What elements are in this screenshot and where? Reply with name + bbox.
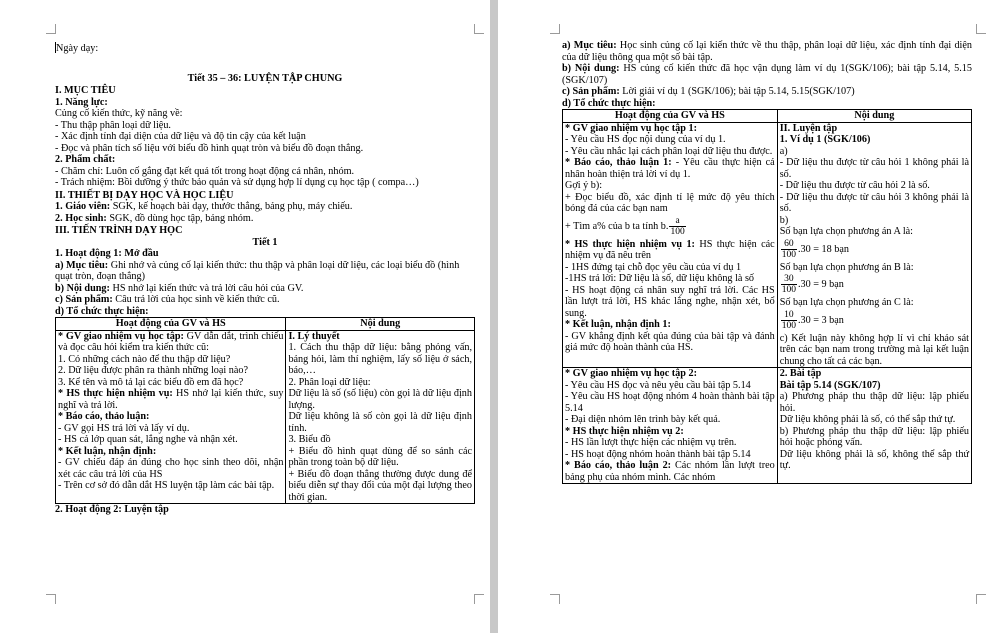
page-content[interactable] [55, 34, 475, 516]
table-cell: II. Luyện tập 1. Ví dụ 1 (SGK/106) a) - Dữ liệu thu được từ câu hỏi 1 không phải là số. - Dữ liệu thu được từ câu hỏi 2 là số. - Dữ liệu thu được từ câu hỏi 3 không phải là số. b) Số bạn lựa chọn phương án A là: $\frac{60}{100}$ .30 = 18 bạn Số bạn lựa chọn phương án B là: $\frac{30}{100}$ .30 = 9 bạn Số bạn lựa chọn phương án C là: $\frac{10}{100}$ .30 = 3 bạn c) Kết luận này không hợp lí vì chỉ khảo sát trên các bạn nam trong trường mà lại kết luận chung cho tất cả các bạn. [777, 122, 971, 368]
list-item: - Đọc và phân tích số liệu với biểu đồ hình quạt tròn và biểu đồ đoạn thẳng. [55, 142, 364, 154]
activity-table [55, 317, 475, 504]
lesson-title: Tiết 35 – 36: LUYỆN TẬP CHUNG [187, 72, 343, 84]
paragraph: b) Nội dung: HS củng cố kiến thức đã học vận dụng làm ví dụ 1(SGK/106); bài tập 5.14, 5.15 (SGK/107) [562, 63, 972, 86]
page-content[interactable] [562, 40, 972, 484]
table-header-row [563, 110, 972, 123]
table-header: Nội dung [286, 318, 475, 331]
paragraph: a) Mục tiêu: Ghi nhớ và củng cố lại kiến thức: thu thập và phân loại dữ liệu, các loại biểu đồ (hình quạt tròn, đoạn thẳng) [55, 259, 460, 282]
page-corner-mark [976, 594, 986, 604]
activity-heading: 1. Hoạt động 1: Mở đầu [55, 248, 159, 259]
paragraph: a) Mục tiêu: Học sinh củng cố lại kiến thức về thu thập, phân loại dữ liệu, xác định tính đại diện của dữ liệu thông qua một số bài tập. [562, 40, 972, 63]
fraction: $\frac{10}{100}$ [781, 309, 796, 331]
table-header-row [56, 318, 475, 331]
paragraph: d) Tổ chức thực hiện: [562, 97, 656, 109]
section-heading: I. MỤC TIÊU [55, 85, 116, 96]
page-corner-mark [474, 24, 484, 34]
section-heading: II. THIẾT BỊ DẠY HỌC VÀ HỌC LIỆU [55, 189, 234, 201]
table-cell: I. Lý thuyết 1. Cách thu thập dữ liệu: bằng phỏng vấn, bảng hỏi, làm thí nghiệm, lấy số liệu ở sách, báo,… 2. Phân loại dữ liệu: Dữ liệu là số (số liệu) còn gọi là dữ liệu định lượng. Dữ liệu không là số còn gọi là dữ liệu định tính. 3. Biểu đồ + Biểu đồ hình quạt dùng để so sánh các phần trong toàn bộ dữ liệu. + Biểu đồ đoạn thẳng thường được dung để biểu diễn sự thay đổi của một đại lượng theo thời gian. [286, 330, 475, 504]
fraction: $\frac{60}{100}$ [781, 238, 796, 260]
page-corner-mark [46, 594, 56, 604]
page-corner-mark [474, 594, 484, 604]
document-page-left [0, 0, 490, 633]
table-header: Nội dung [777, 110, 971, 123]
period-heading: Tiết 1 [252, 236, 278, 248]
table-cell: * GV giao nhiệm vụ học tập: GV dẫn dắt, trình chiếu và đọc câu hỏi kiểm tra kiến thức cũ: 1. Có những cách nào để thu thập dữ liệu? 2. Dữ liệu được phân ra thành những loại nào? 3. Kể tên và mô tả lại các biểu đồ em đã học? * HS thực hiện nhiệm vụ: HS nhớ lại kiến thức, suy nghĩ và trả lời. * Báo cáo, thảo luận: - GV gọi HS trả lời và lấy ví dụ. - HS cả lớp quan sát, lắng nghe và nhận xét. * Kết luận, nhận định: - GV chiếu đáp án đúng cho học sinh theo dõi, nhận xét các câu trả lời của HS - Trên cơ sở đó dẫn dắt HS luyện tập làm các bài tập. [56, 330, 286, 504]
paragraph: 2. Học sinh: SGK, đồ dùng học tập, bảng nhóm. [55, 212, 254, 224]
paragraph: 1. Giáo viên: SGK, kế hoạch bài dạy, thước thẳng, bảng phụ, máy chiếu. [55, 201, 353, 212]
subsection-heading: 1. Năng lực: [55, 96, 108, 108]
list-item: - Chăm chỉ: Luôn cố gắng đạt kết quả tốt trong hoạt động cá nhân, nhóm. [55, 165, 355, 177]
table-row [56, 330, 475, 504]
list-item: - Xác định tính đại diện của dữ liệu và độ tin cậy của kết luận [55, 131, 306, 142]
paragraph: d) Tổ chức thực hiện: [55, 305, 149, 317]
page-corner-mark [550, 24, 560, 34]
paragraph: c) Sản phẩm: Lời giải ví dụ 1 (SGK/106); bài tập 5.14, 5.15(SGK/107) [562, 86, 855, 97]
table-row [563, 122, 972, 368]
table-row [563, 368, 972, 484]
paragraph: Củng cố kiến thức, kỹ năng về: [55, 108, 183, 119]
table-header: Hoạt động của GV và HS [563, 110, 778, 123]
document-page-right [498, 0, 988, 633]
activity-heading: 2. Hoạt động 2: Luyện tập [55, 504, 169, 515]
page-corner-mark [46, 24, 56, 34]
paragraph: b) Nội dung: HS nhớ lại kiến thức và trả lời câu hỏi của GV. [55, 282, 304, 294]
list-item: - Trách nhiệm: Bồi dưỡng ý thức bảo quản và sử dụng hợp lí dụng cụ học tập ( compa…) [55, 177, 419, 188]
teaching-date: Ngày dạy: [56, 43, 99, 54]
activity-table [562, 109, 972, 484]
table-cell: * GV giao nhiệm vụ học tập 1: - Yêu cầu HS đọc nội dung của ví dụ 1. - Yêu cầu nhắc lại cách phân loại dữ liệu thu được. * Báo cáo, thảo luận 1: - Yêu cầu thực hiện cá nhân hoàn thiện trả lời ví dụ 1. Gợi ý b): + Đọc biểu đồ, xác định tỉ lệ mức độ yêu thích bóng đá của các bạn nam + Tìm a% của b ta tính b. $\frac{a}{100}$ * HS thực hiện nhiệm vụ 1: HS thực hiện các nhiệm vụ đã nêu trên - 1HS đứng tại chỗ đọc yêu cầu của ví dụ 1 -1HS trả lời: Dữ liệu là số, dữ liệu không là số - HS hoạt động cá nhân suy nghĩ trả lời. Các HS lần lượt trả lời, HS khác lắng nghe, nhận xét, bổ sung. * Kết luận, nhận định 1: - GV khẳng định kết qủa đúng của bài tập và đánh giá mức độ hoàn thành của HS. [563, 122, 778, 368]
fraction: $\frac{a}{100}$ [670, 215, 685, 237]
subsection-heading: 2. Phẩm chất: [55, 154, 116, 165]
table-cell: * GV giao nhiệm vụ học tập 2: - Yêu cầu HS đọc và nêu yêu cầu bài tập 5.14 - Yêu cầu HS hoạt động nhóm 4 hoàn thành bài tập 5.14 - Đại diện nhóm lên trình bày kết quả. * HS thực hiện nhiệm vụ 2: - HS lần lượt thực hiện các nhiệm vụ trên. - HS hoạt động nhóm hoàn thành bài tập 5.14 * Báo cáo, thảo luận 2: Các nhóm lần lượt treo bảng phụ của nhóm mình. Các nhóm [563, 368, 778, 484]
page-corner-mark [976, 24, 986, 34]
paragraph: c) Sản phẩm: Câu trả lời của học sinh về kiến thức cũ. [55, 294, 280, 305]
fraction: $\frac{30}{100}$ [781, 274, 796, 296]
table-cell: 2. Bài tập Bài tập 5.14 (SGK/107) a) Phương pháp thu thập dữ liệu: lập phiếu hỏi. Dữ liệu không phải là số, có thể sắp thứ tự. b) Phương pháp thu thập dữ liệu: lập phiếu hỏi hoặc phỏng vấn. Dữ liệu không phải là số, không thể sắp thứ tự. [777, 368, 971, 484]
page-corner-mark [550, 594, 560, 604]
list-item: - Thu thập phân loại dữ liệu. [55, 119, 171, 131]
table-header: Hoạt động của GV và HS [56, 318, 286, 331]
section-heading: III. TIẾN TRÌNH DẠY HỌC [55, 225, 183, 236]
